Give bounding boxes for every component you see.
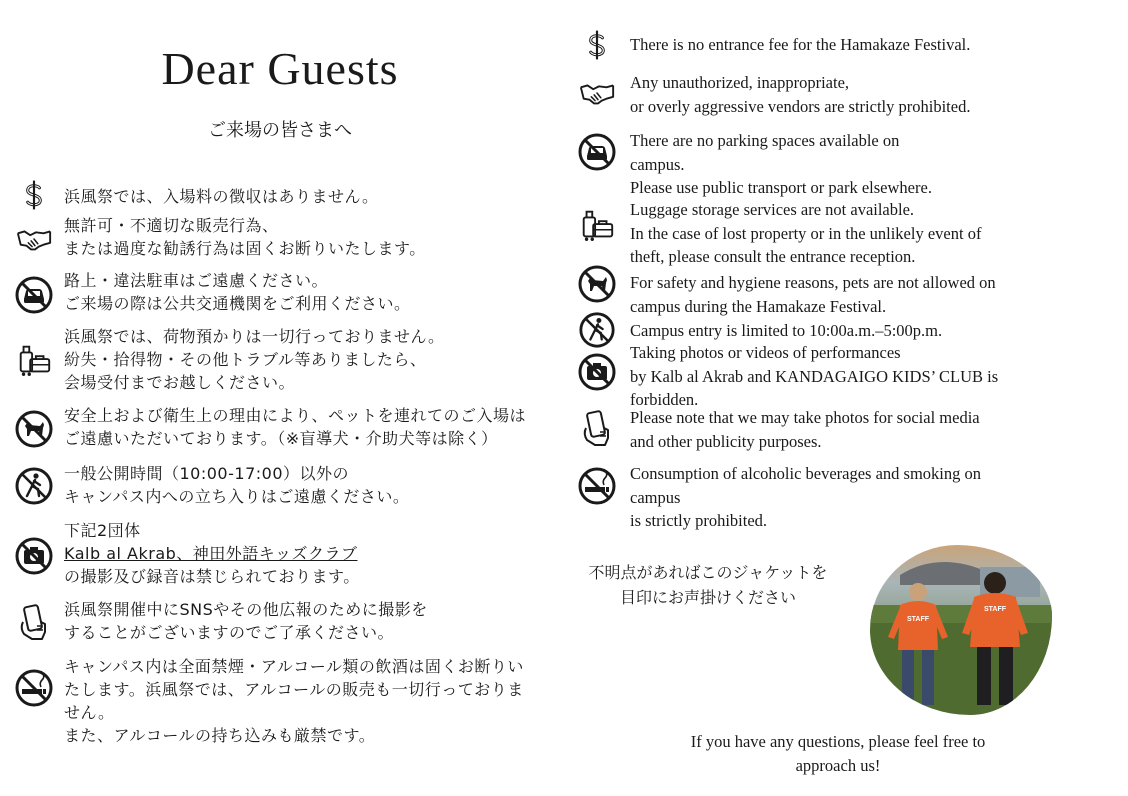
contact-en-text: If you have any questions, please feel free to approach us! [690, 732, 986, 775]
jp-parking-text: 路上・違法駐車はご遠慮ください。 ご来場の際は公共交通機関をご利用ください。 [64, 271, 411, 313]
luggage-icon [577, 205, 617, 245]
no-entry-walker-icon [14, 466, 54, 506]
jp-smoking-text: キャンパス内は全面禁煙・アルコール類の飲酒は固くお断りい たします。浜風祭では、アルコールの販売も一切行っておりま せん。 また、アルコールの持ち込みも厳禁です。 [64, 657, 524, 745]
jp-fee-text: 浜風祭では、入場料の徴収はありません。 [64, 187, 379, 206]
jp-photo-ban-text: 下記2団体 Kalb al Akrab、神田外語キッズクラブ の撮影及び録音は禁じられております。 [64, 521, 360, 586]
en-pets-text: For safety and hygiene reasons, pets are not allowed on campus during the Hamakaze Festival. [630, 273, 996, 316]
en-smoking-text: Consumption of alcoholic beverages and smoking on campus is strictly prohibited. [630, 464, 982, 530]
no-parking-car-icon [14, 275, 54, 315]
no-parking-car-icon [577, 132, 617, 172]
contact-jp-text: 不明点があればこのジャケットを 目印にお声掛けください [588, 563, 828, 607]
no-smoking-icon [14, 668, 54, 708]
no-entry-walker-icon [577, 310, 617, 350]
jp-pets-text: 安全上および衛生上の理由により、ペットを連れてのご入場は ご遠慮いただいております。（※盲導犬・介助犬等は除く） [64, 406, 527, 448]
jp-hours-text: 一般公開時間（10:00-17:00）以外の キャンパス内への立ち入りはご遠慮ください。 [64, 464, 410, 506]
page-title: Dear Guests [161, 43, 399, 94]
phone-photo-icon [577, 408, 617, 448]
en-photo-ban-text: Taking photos or videos of performances by Kalb al Akrab and KANDAGAIGO KIDS’ CLUB is forbidden. [630, 343, 999, 409]
staff-label: STAFF [983, 606, 1007, 613]
en-fee-text: There is no entrance fee for the Hamakaze Festival. [630, 35, 971, 54]
no-pets-icon [577, 264, 617, 304]
staff-jacket-photo [870, 545, 1052, 715]
page-subtitle: ご来場の皆さまへ [208, 120, 352, 141]
en-parking-text: There are no parking spaces available on campus. Please use public transport or park elsewhere. [630, 131, 932, 197]
dollar-icon [14, 175, 54, 215]
handshake-icon [577, 73, 617, 113]
staff-label: STAFF [906, 616, 930, 623]
no-smoking-icon [577, 466, 617, 506]
jp-luggage-text: 浜風祭では、荷物預かりは一切行っておりません。 紛失・拾得物・その他トラブル等ありましたら、 会場受付までお越しください。 [64, 327, 445, 392]
dollar-icon [577, 25, 617, 65]
en-luggage-text: Luggage storage services are not available. In the case of lost property or in the unlikely event of theft, please consult the entrance reception. [630, 200, 982, 266]
phone-photo-icon [14, 602, 54, 642]
en-hours-text: Campus entry is limited to 10:00a.m.–5:00p.m. [630, 321, 943, 340]
en-vendors-text: Any unauthorized, inappropriate, or overly aggressive vendors are strictly prohibited. [630, 73, 971, 116]
no-camera-icon [577, 352, 617, 392]
jp-vendors-text: 無許可・不適切な販売行為、 または過度な勧誘行為は固くお断りいたします。 [64, 216, 426, 258]
handshake-icon [14, 219, 54, 259]
luggage-icon [14, 340, 54, 380]
en-publicity-text: Please note that we may take photos for social media and other publicity purposes. [630, 408, 980, 451]
no-pets-icon [14, 409, 54, 449]
no-camera-icon [14, 536, 54, 576]
jp-publicity-text: 浜風祭開催中にSNSやその他広報のために撮影を することがございますのでご了承ください。 [64, 600, 428, 642]
